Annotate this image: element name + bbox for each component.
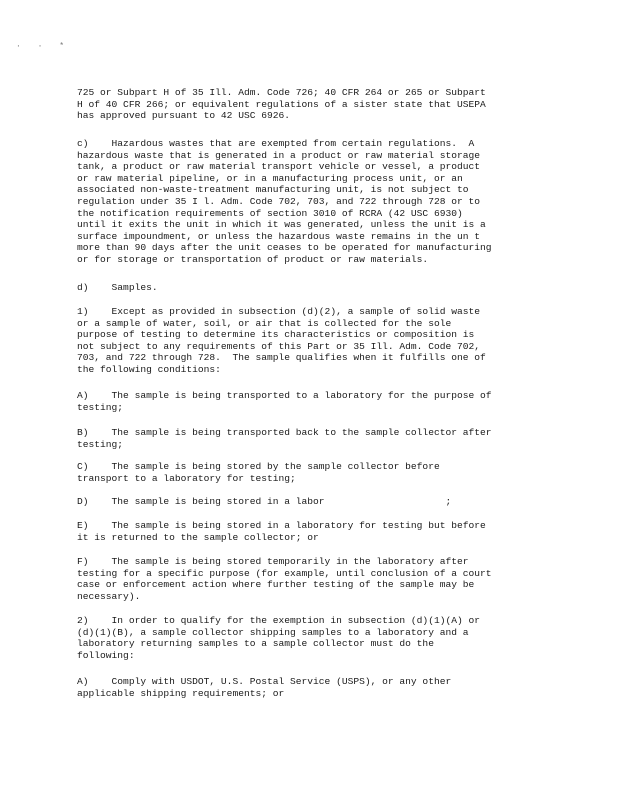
text-line: A) The sample is being transported to a laboratory for the purpose of	[77, 390, 492, 401]
text-line: testing;	[77, 401, 124, 413]
text-line: E) The sample is being stored in a laboratory for testing but before	[77, 520, 486, 531]
text-line: 1) Except as provided in subsection (d)(2), a sample of solid waste	[77, 306, 481, 317]
paragraph-d1	[77, 306, 547, 376]
text-line: has approved pursuant to 42 USC 6926.	[77, 110, 291, 122]
text-line: regulation under 35 I l. Adm. Code 702, 703, and 722 through 728 or to	[77, 195, 481, 207]
paragraph-c-exempted-wastes	[77, 138, 547, 266]
text-line: F) The sample is being stored temporarily in the laboratory after	[77, 556, 469, 567]
text-line: tank, a product or raw material transport vehicle or vessel, a product	[77, 161, 481, 173]
text-line: case or enforcement action where further testing of the sample may be	[77, 579, 475, 591]
text-line: 703, and 722 through 728. The sample qualifies when it fulfills one of	[77, 352, 486, 364]
paragraph-continuation	[77, 87, 547, 122]
text-line: B) The sample is being transported back to the sample collector after	[77, 427, 492, 438]
item-B	[77, 427, 547, 450]
text-line: testing for a specific purpose (for example, until conclusion of a court	[77, 567, 492, 579]
text-line: or raw material pipeline, or in a manufacturing process unit, or an	[77, 172, 463, 184]
text-line: following:	[77, 649, 135, 661]
text-line: D) The sample is being stored in a labor ;	[77, 496, 452, 507]
text-line: it is returned to the sample collector; or	[77, 531, 319, 543]
text-line: transport to a laboratory for testing;	[77, 472, 296, 484]
text-line: associated non-waste-treatment manufacturing unit, is not subject to	[77, 184, 469, 196]
paragraph-d2	[77, 615, 547, 661]
text-line: purpose of testing to determine its characteristics or composition is	[77, 329, 475, 341]
item-d2A	[77, 676, 547, 699]
text-line: the following conditions:	[77, 363, 221, 375]
text-line: more than 90 days after the unit ceases to be operated for manufacturing	[77, 242, 492, 254]
text-line: C) The sample is being stored by the sample collector before	[77, 461, 440, 472]
text-line: testing;	[77, 438, 124, 450]
text-line: the notification requirements of section 3010 of RCRA (42 USC 6930)	[77, 207, 463, 219]
item-C	[77, 461, 547, 484]
item-D	[77, 496, 547, 508]
text-line: (d)(1)(B), a sample collector shipping samples to a laboratory and a	[77, 626, 469, 638]
text-line: surface impoundment, or unless the hazardous waste remains in the un t	[77, 230, 481, 242]
text-line: laboratory returning samples to a sample collector must do the	[77, 638, 434, 650]
text-line: d) Samples.	[77, 282, 158, 293]
text-line: applicable shipping requirements; or	[77, 687, 285, 699]
scan-marks: · · *	[16, 42, 71, 51]
text-line: or for storage or transportation of product or raw materials.	[77, 253, 429, 265]
heading-d-samples	[77, 282, 547, 294]
text-line: H of 40 CFR 266; or equivalent regulations of a sister state that USEPA	[77, 98, 486, 110]
text-line: until it exits the unit in which it was generated, unless the unit is a	[77, 219, 486, 231]
text-line: or a sample of water, soil, or air that is collected for the sole	[77, 317, 452, 329]
text-line: A) Comply with USDOT, U.S. Postal Service (USPS), or any other	[77, 676, 452, 687]
text-line: hazardous waste that is generated in a product or raw material storage	[77, 149, 481, 161]
text-line: necessary).	[77, 590, 141, 602]
item-E	[77, 520, 547, 543]
item-A	[77, 390, 547, 413]
text-line: not subject to any requirements of this Part or 35 Ill. Adm. Code 702,	[77, 340, 481, 352]
text-line: 2) In order to qualify for the exemption in subsection (d)(1)(A) or	[77, 615, 481, 626]
text-line: 725 or Subpart H of 35 Ill. Adm. Code 726; 40 CFR 264 or 265 or Subpart	[77, 87, 486, 98]
text-line: c) Hazardous wastes that are exempted from certain regulations. A	[77, 138, 475, 149]
item-F	[77, 556, 547, 602]
